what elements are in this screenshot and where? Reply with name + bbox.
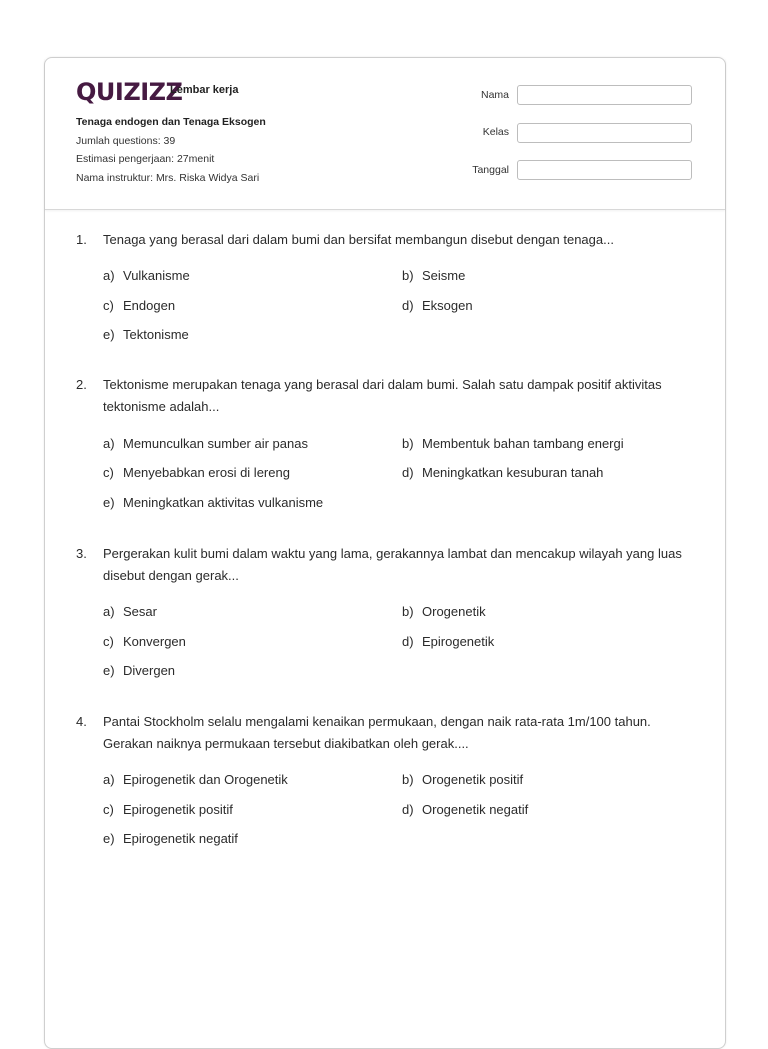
- option-e: e) Meningkatkan aktivitas vulkanisme: [103, 495, 324, 510]
- option-c: c) Epirogenetik positif: [103, 802, 233, 817]
- option-b: b) Orogenetik positif: [402, 772, 524, 787]
- class-label: Kelas: [482, 126, 509, 138]
- quizizz-logo: QUIZIZZ: [76, 78, 183, 106]
- question-text: Tektonisme merupakan tenaga yang berasal dari dalam bumi. Salah satu dampak positif aktivitas tektonisme adalah...: [103, 377, 662, 414]
- worksheet-label: Lembar kerja: [170, 84, 239, 96]
- date-label: Tanggal: [472, 164, 509, 176]
- option-c: c) Endogen: [103, 298, 176, 313]
- questions-count: Jumlah questions: 39: [76, 135, 176, 147]
- option-c: c) Menyebabkan erosi di lereng: [103, 465, 290, 480]
- question-number: 4.: [76, 714, 87, 729]
- option-b: b) Membentuk bahan tambang energi: [402, 436, 624, 451]
- question-number: 2.: [76, 377, 87, 392]
- option-b: b) Orogenetik: [402, 604, 486, 619]
- option-a: a) Memunculkan sumber air panas: [103, 436, 308, 451]
- worksheet-page: [44, 57, 726, 1049]
- option-c: c) Konvergen: [103, 634, 186, 649]
- estimated-time: Estimasi pengerjaan: 27menit: [76, 153, 215, 165]
- option-e: e) Tektonisme: [103, 327, 189, 342]
- name-label: Nama: [480, 89, 509, 101]
- option-a: a) Epirogenetik dan Orogenetik: [103, 772, 288, 787]
- instructor-name: Nama instruktur: Mrs. Riska Widya Sari: [76, 172, 260, 184]
- worksheet-header: [45, 58, 725, 210]
- question-text: Tenaga yang berasal dari dalam bumi dan bersifat membangun disebut dengan tenaga...: [103, 232, 614, 247]
- option-a: a) Vulkanisme: [103, 268, 190, 283]
- question-number: 1.: [76, 232, 87, 247]
- option-d: d) Meningkatkan kesuburan tanah: [402, 465, 604, 480]
- option-e: e) Divergen: [103, 663, 176, 678]
- option-e: e) Epirogenetik negatif: [103, 831, 238, 846]
- class-field[interactable]: [517, 123, 692, 143]
- question-text: Pantai Stockholm selalu mengalami kenaikan permukaan, dengan naik rata-rata 1m/100 tahun. Gerakan naiknya permukaan tersebut diakibatkan oleh gerak....: [103, 714, 651, 751]
- option-d: d) Eksogen: [402, 298, 473, 313]
- option-d: d) Orogenetik negatif: [402, 802, 529, 817]
- option-a: a) Sesar: [103, 604, 157, 619]
- date-field[interactable]: [517, 160, 692, 180]
- option-b: b) Seisme: [402, 268, 466, 283]
- question-text: Pergerakan kulit bumi dalam waktu yang lama, gerakannya lambat dan mencakup wilayah yang luas disebut dengan gerak...: [103, 546, 682, 583]
- question-number: 3.: [76, 546, 87, 561]
- name-field[interactable]: [517, 85, 692, 105]
- option-d: d) Epirogenetik: [402, 634, 495, 649]
- worksheet-title: Tenaga endogen dan Tenaga Eksogen: [76, 116, 266, 128]
